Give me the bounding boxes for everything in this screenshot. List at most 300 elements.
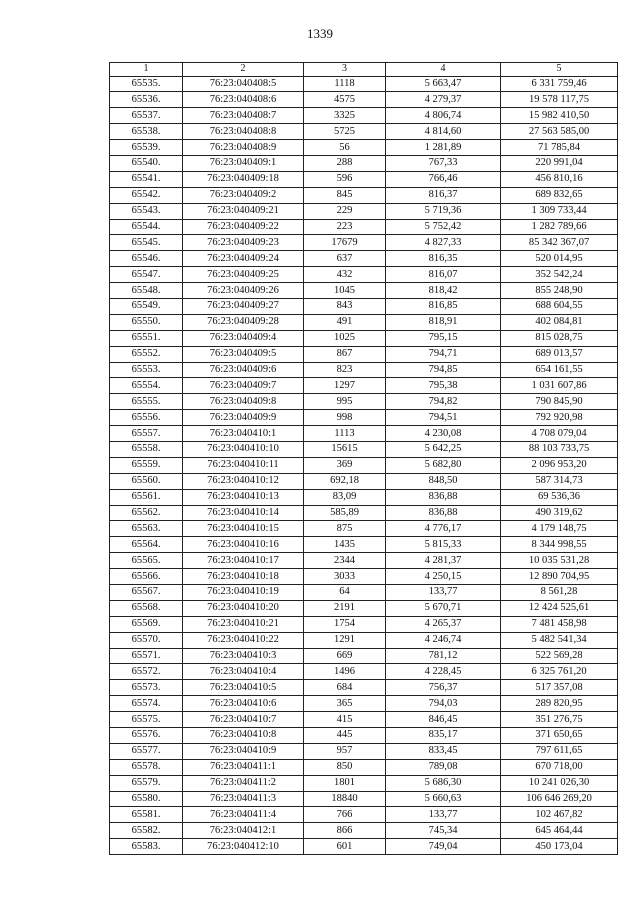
- cadastral-value-cell: 450 173,04: [501, 839, 618, 855]
- specific-value-cell: 848,50: [386, 473, 501, 489]
- cadastral-number-cell: 76:23:040412:1: [183, 823, 304, 839]
- cadastral-value-cell: 645 464,44: [501, 823, 618, 839]
- table-row: [110, 680, 618, 696]
- specific-value-cell: 795,38: [386, 378, 501, 394]
- row-number-cell: 65545.: [110, 235, 183, 251]
- area-cell: 1801: [304, 775, 386, 791]
- row-number-cell: 65577.: [110, 743, 183, 759]
- cadastral-number-cell: 76:23:040409:18: [183, 171, 304, 187]
- cadastral-value-cell: 6 331 759,46: [501, 76, 618, 92]
- specific-value-cell: 781,12: [386, 648, 501, 664]
- specific-value-cell: 766,46: [386, 171, 501, 187]
- cadastral-number-cell: 76:23:040409:21: [183, 203, 304, 219]
- table-row: [110, 124, 618, 140]
- specific-value-cell: 816,37: [386, 187, 501, 203]
- cadastral-number-cell: 76:23:040409:5: [183, 346, 304, 362]
- table-row: [110, 664, 618, 680]
- table-row: [110, 155, 618, 171]
- row-number-cell: 65566.: [110, 569, 183, 585]
- cadastral-value-cell: 1 282 789,66: [501, 219, 618, 235]
- row-number-cell: 65571.: [110, 648, 183, 664]
- cadastral-number-cell: 76:23:040409:9: [183, 410, 304, 426]
- area-cell: 223: [304, 219, 386, 235]
- cadastral-value-cell: 8 344 998,55: [501, 537, 618, 553]
- cadastral-number-cell: 76:23:040411:2: [183, 775, 304, 791]
- specific-value-cell: 5 752,42: [386, 219, 501, 235]
- table-body: [110, 76, 618, 855]
- table-row: [110, 92, 618, 108]
- specific-value-cell: 816,35: [386, 251, 501, 267]
- cadastral-number-cell: 76:23:040409:4: [183, 330, 304, 346]
- specific-value-cell: 4 265,37: [386, 616, 501, 632]
- specific-value-cell: 4 806,74: [386, 108, 501, 124]
- row-number-cell: 65581.: [110, 807, 183, 823]
- row-number-cell: 65564.: [110, 537, 183, 553]
- specific-value-cell: 767,33: [386, 155, 501, 171]
- row-number-cell: 65572.: [110, 664, 183, 680]
- cadastral-number-cell: 76:23:040410:14: [183, 505, 304, 521]
- specific-value-cell: 835,17: [386, 728, 501, 744]
- row-number-cell: 65561.: [110, 489, 183, 505]
- cadastral-value-cell: 402 084,81: [501, 314, 618, 330]
- cadastral-value-cell: 456 810,16: [501, 171, 618, 187]
- area-cell: 64: [304, 585, 386, 601]
- specific-value-cell: 4 279,37: [386, 92, 501, 108]
- area-cell: 5725: [304, 124, 386, 140]
- area-cell: 766: [304, 807, 386, 823]
- area-cell: 1297: [304, 378, 386, 394]
- specific-value-cell: 818,42: [386, 283, 501, 299]
- specific-value-cell: 4 776,17: [386, 521, 501, 537]
- cadastral-number-cell: 76:23:040408:5: [183, 76, 304, 92]
- row-number-cell: 65546.: [110, 251, 183, 267]
- specific-value-cell: 4 281,37: [386, 553, 501, 569]
- cadastral-number-cell: 76:23:040410:7: [183, 712, 304, 728]
- table-row: [110, 394, 618, 410]
- cadastral-number-cell: 76:23:040410:21: [183, 616, 304, 632]
- area-cell: 875: [304, 521, 386, 537]
- area-cell: 845: [304, 187, 386, 203]
- row-number-cell: 65567.: [110, 585, 183, 601]
- specific-value-cell: 5 682,80: [386, 457, 501, 473]
- row-number-cell: 65543.: [110, 203, 183, 219]
- area-cell: 369: [304, 457, 386, 473]
- cadastral-value-cell: 4 179 148,75: [501, 521, 618, 537]
- table-row: [110, 791, 618, 807]
- cadastral-number-cell: 76:23:040410:3: [183, 648, 304, 664]
- area-cell: 850: [304, 759, 386, 775]
- row-number-cell: 65579.: [110, 775, 183, 791]
- specific-value-cell: 5 663,47: [386, 76, 501, 92]
- specific-value-cell: 745,34: [386, 823, 501, 839]
- row-number-cell: 65560.: [110, 473, 183, 489]
- column-header: 5: [501, 63, 618, 77]
- cadastral-value-cell: 85 342 367,07: [501, 235, 618, 251]
- cadastral-value-cell: 8 561,28: [501, 585, 618, 601]
- table-row: [110, 839, 618, 855]
- row-number-cell: 65559.: [110, 457, 183, 473]
- table-row: [110, 823, 618, 839]
- table-row: [110, 283, 618, 299]
- table-row: [110, 696, 618, 712]
- specific-value-cell: 5 719,36: [386, 203, 501, 219]
- cadastral-number-cell: 76:23:040412:10: [183, 839, 304, 855]
- table-row: [110, 489, 618, 505]
- row-number-cell: 65580.: [110, 791, 183, 807]
- row-number-cell: 65535.: [110, 76, 183, 92]
- row-number-cell: 65542.: [110, 187, 183, 203]
- cadastral-value-cell: 69 536,36: [501, 489, 618, 505]
- cadastral-number-cell: 76:23:040408:8: [183, 124, 304, 140]
- cadastral-value-cell: 102 467,82: [501, 807, 618, 823]
- cadastral-value-cell: 4 708 079,04: [501, 426, 618, 442]
- table-row: [110, 505, 618, 521]
- cadastral-value-cell: 19 578 117,75: [501, 92, 618, 108]
- specific-value-cell: 4 827,33: [386, 235, 501, 251]
- cadastral-number-cell: 76:23:040410:6: [183, 696, 304, 712]
- cadastral-number-cell: 76:23:040410:22: [183, 632, 304, 648]
- area-cell: 83,09: [304, 489, 386, 505]
- area-cell: 18840: [304, 791, 386, 807]
- cadastral-number-cell: 76:23:040410:8: [183, 728, 304, 744]
- specific-value-cell: 818,91: [386, 314, 501, 330]
- specific-value-cell: 789,08: [386, 759, 501, 775]
- area-cell: 17679: [304, 235, 386, 251]
- cadastral-value-cell: 10 035 531,28: [501, 553, 618, 569]
- column-header: 3: [304, 63, 386, 77]
- table-row: [110, 378, 618, 394]
- table-header-row: [110, 63, 618, 77]
- area-cell: 415: [304, 712, 386, 728]
- table-row: [110, 346, 618, 362]
- page-number: 1339: [307, 26, 333, 41]
- area-cell: 3325: [304, 108, 386, 124]
- row-number-cell: 65541.: [110, 171, 183, 187]
- cadastral-number-cell: 76:23:040410:9: [183, 743, 304, 759]
- cadastral-number-cell: 76:23:040410:4: [183, 664, 304, 680]
- cadastral-number-cell: 76:23:040409:22: [183, 219, 304, 235]
- area-cell: 585,89: [304, 505, 386, 521]
- row-number-cell: 65553.: [110, 362, 183, 378]
- cadastral-number-cell: 76:23:040411:4: [183, 807, 304, 823]
- row-number-cell: 65536.: [110, 92, 183, 108]
- cadastral-value-cell: 15 982 410,50: [501, 108, 618, 124]
- cadastral-value-cell: 517 357,08: [501, 680, 618, 696]
- table-row: [110, 108, 618, 124]
- cadastral-number-cell: 76:23:040410:15: [183, 521, 304, 537]
- cadastral-number-cell: 76:23:040409:23: [183, 235, 304, 251]
- cadastral-number-cell: 76:23:040409:8: [183, 394, 304, 410]
- cadastral-value-cell: 1 309 733,44: [501, 203, 618, 219]
- area-cell: 1291: [304, 632, 386, 648]
- cadastral-value-cell: 220 991,04: [501, 155, 618, 171]
- area-cell: 601: [304, 839, 386, 855]
- table-row: [110, 251, 618, 267]
- row-number-cell: 65537.: [110, 108, 183, 124]
- row-number-cell: 65565.: [110, 553, 183, 569]
- specific-value-cell: 5 686,30: [386, 775, 501, 791]
- specific-value-cell: 5 660,63: [386, 791, 501, 807]
- table-row: [110, 187, 618, 203]
- cadastral-number-cell: 76:23:040408:7: [183, 108, 304, 124]
- specific-value-cell: 5 642,25: [386, 441, 501, 457]
- area-cell: 1025: [304, 330, 386, 346]
- row-number-cell: 65540.: [110, 155, 183, 171]
- area-cell: 669: [304, 648, 386, 664]
- area-cell: 445: [304, 728, 386, 744]
- area-cell: 288: [304, 155, 386, 171]
- row-number-cell: 65563.: [110, 521, 183, 537]
- specific-value-cell: 795,15: [386, 330, 501, 346]
- specific-value-cell: 4 230,08: [386, 426, 501, 442]
- row-number-cell: 65549.: [110, 298, 183, 314]
- cadastral-number-cell: 76:23:040409:6: [183, 362, 304, 378]
- row-number-cell: 65569.: [110, 616, 183, 632]
- specific-value-cell: 4 228,45: [386, 664, 501, 680]
- specific-value-cell: 4 814,60: [386, 124, 501, 140]
- area-cell: 1496: [304, 664, 386, 680]
- table-row: [110, 553, 618, 569]
- cadastral-value-cell: 689 832,65: [501, 187, 618, 203]
- table-row: [110, 298, 618, 314]
- area-cell: 2344: [304, 553, 386, 569]
- row-number-cell: 65570.: [110, 632, 183, 648]
- cadastral-value-cell: 71 785,84: [501, 140, 618, 156]
- area-cell: 491: [304, 314, 386, 330]
- specific-value-cell: 816,07: [386, 267, 501, 283]
- row-number-cell: 65574.: [110, 696, 183, 712]
- cadastral-value-cell: 352 542,24: [501, 267, 618, 283]
- cadastral-number-cell: 76:23:040411:1: [183, 759, 304, 775]
- cadastral-value-cell: 797 611,65: [501, 743, 618, 759]
- area-cell: 432: [304, 267, 386, 283]
- specific-value-cell: 836,88: [386, 489, 501, 505]
- cadastral-value-cell: 654 161,55: [501, 362, 618, 378]
- row-number-cell: 65578.: [110, 759, 183, 775]
- cadastral-number-cell: 76:23:040409:24: [183, 251, 304, 267]
- cadastral-value-cell: 2 096 953,20: [501, 457, 618, 473]
- specific-value-cell: 749,04: [386, 839, 501, 855]
- specific-value-cell: 756,37: [386, 680, 501, 696]
- cadastral-value-cell: 12 890 704,95: [501, 569, 618, 585]
- cadastral-number-cell: 76:23:040410:1: [183, 426, 304, 442]
- cadastral-number-cell: 76:23:040410:13: [183, 489, 304, 505]
- cadastral-number-cell: 76:23:040410:19: [183, 585, 304, 601]
- row-number-cell: 65555.: [110, 394, 183, 410]
- cadastral-number-cell: 76:23:040410:18: [183, 569, 304, 585]
- cadastral-number-cell: 76:23:040410:16: [183, 537, 304, 553]
- table-row: [110, 600, 618, 616]
- row-number-cell: 65575.: [110, 712, 183, 728]
- cadastral-value-cell: 7 481 458,98: [501, 616, 618, 632]
- area-cell: 365: [304, 696, 386, 712]
- area-cell: 229: [304, 203, 386, 219]
- specific-value-cell: 794,51: [386, 410, 501, 426]
- cadastral-number-cell: 76:23:040409:1: [183, 155, 304, 171]
- row-number-cell: 65547.: [110, 267, 183, 283]
- cadastral-number-cell: 76:23:040410:11: [183, 457, 304, 473]
- table-row: [110, 616, 618, 632]
- specific-value-cell: 4 246,74: [386, 632, 501, 648]
- specific-value-cell: 1 281,89: [386, 140, 501, 156]
- table-row: [110, 473, 618, 489]
- row-number-cell: 65554.: [110, 378, 183, 394]
- cadastral-number-cell: 76:23:040410:5: [183, 680, 304, 696]
- cadastral-value-cell: 106 646 269,20: [501, 791, 618, 807]
- cadastral-value-cell: 520 014,95: [501, 251, 618, 267]
- specific-value-cell: 794,71: [386, 346, 501, 362]
- table-row: [110, 457, 618, 473]
- specific-value-cell: 5 670,71: [386, 600, 501, 616]
- cadastral-value-cell: 27 563 585,00: [501, 124, 618, 140]
- cadastral-number-cell: 76:23:040409:25: [183, 267, 304, 283]
- cadastral-number-cell: 76:23:040409:28: [183, 314, 304, 330]
- area-cell: 998: [304, 410, 386, 426]
- table-row: [110, 426, 618, 442]
- area-cell: 3033: [304, 569, 386, 585]
- area-cell: 637: [304, 251, 386, 267]
- table-row: [110, 441, 618, 457]
- area-cell: 1045: [304, 283, 386, 299]
- cadastral-value-cell: 815 028,75: [501, 330, 618, 346]
- column-header: 1: [110, 63, 183, 77]
- table-row: [110, 743, 618, 759]
- cadastral-number-cell: 76:23:040408:9: [183, 140, 304, 156]
- cadastral-number-cell: 76:23:040409:26: [183, 283, 304, 299]
- table-row: [110, 235, 618, 251]
- cadastral-value-table: [109, 62, 618, 855]
- table-row: [110, 632, 618, 648]
- area-cell: 823: [304, 362, 386, 378]
- row-number-cell: 65556.: [110, 410, 183, 426]
- area-cell: 995: [304, 394, 386, 410]
- cadastral-number-cell: 76:23:040410:17: [183, 553, 304, 569]
- area-cell: 56: [304, 140, 386, 156]
- row-number-cell: 65551.: [110, 330, 183, 346]
- table-row: [110, 537, 618, 553]
- row-number-cell: 65568.: [110, 600, 183, 616]
- area-cell: 2191: [304, 600, 386, 616]
- cadastral-value-cell: 689 013,57: [501, 346, 618, 362]
- cadastral-value-cell: 371 650,65: [501, 728, 618, 744]
- cadastral-value-cell: 587 314,73: [501, 473, 618, 489]
- cadastral-value-cell: 6 325 761,20: [501, 664, 618, 680]
- area-cell: 684: [304, 680, 386, 696]
- table-row: [110, 219, 618, 235]
- cadastral-number-cell: 76:23:040409:2: [183, 187, 304, 203]
- cadastral-value-cell: 5 482 541,34: [501, 632, 618, 648]
- area-cell: 866: [304, 823, 386, 839]
- area-cell: 957: [304, 743, 386, 759]
- row-number-cell: 65562.: [110, 505, 183, 521]
- column-header: 4: [386, 63, 501, 77]
- specific-value-cell: 794,82: [386, 394, 501, 410]
- area-cell: 692,18: [304, 473, 386, 489]
- cadastral-value-cell: 10 241 026,30: [501, 775, 618, 791]
- row-number-cell: 65538.: [110, 124, 183, 140]
- cadastral-value-cell: 12 424 525,61: [501, 600, 618, 616]
- area-cell: 1754: [304, 616, 386, 632]
- specific-value-cell: 836,88: [386, 505, 501, 521]
- cadastral-value-cell: 670 718,00: [501, 759, 618, 775]
- table-row: [110, 521, 618, 537]
- table-row: [110, 759, 618, 775]
- table-row: [110, 76, 618, 92]
- cadastral-value-cell: 688 604,55: [501, 298, 618, 314]
- area-cell: 1435: [304, 537, 386, 553]
- row-number-cell: 65573.: [110, 680, 183, 696]
- area-cell: 1118: [304, 76, 386, 92]
- specific-value-cell: 846,45: [386, 712, 501, 728]
- table-row: [110, 171, 618, 187]
- row-number-cell: 65548.: [110, 283, 183, 299]
- cadastral-number-cell: 76:23:040410:12: [183, 473, 304, 489]
- row-number-cell: 65583.: [110, 839, 183, 855]
- cadastral-number-cell: 76:23:040410:10: [183, 441, 304, 457]
- table-row: [110, 267, 618, 283]
- row-number-cell: 65557.: [110, 426, 183, 442]
- table-row: [110, 728, 618, 744]
- cadastral-number-cell: 76:23:040410:20: [183, 600, 304, 616]
- table-row: [110, 410, 618, 426]
- cadastral-number-cell: 76:23:040411:3: [183, 791, 304, 807]
- cadastral-number-cell: 76:23:040408:6: [183, 92, 304, 108]
- cadastral-value-cell: 522 569,28: [501, 648, 618, 664]
- cadastral-value-cell: 855 248,90: [501, 283, 618, 299]
- row-number-cell: 65544.: [110, 219, 183, 235]
- cadastral-value-cell: 88 103 733,75: [501, 441, 618, 457]
- table-row: [110, 712, 618, 728]
- row-number-cell: 65552.: [110, 346, 183, 362]
- specific-value-cell: 133,77: [386, 585, 501, 601]
- cadastral-value-cell: 351 276,75: [501, 712, 618, 728]
- table-row: [110, 648, 618, 664]
- table-row: [110, 330, 618, 346]
- specific-value-cell: 5 815,33: [386, 537, 501, 553]
- specific-value-cell: 794,03: [386, 696, 501, 712]
- specific-value-cell: 4 250,15: [386, 569, 501, 585]
- row-number-cell: 65576.: [110, 728, 183, 744]
- cadastral-value-cell: 289 820,95: [501, 696, 618, 712]
- table-row: [110, 775, 618, 791]
- cadastral-value-cell: 1 031 607,86: [501, 378, 618, 394]
- cadastral-value-cell: 790 845,90: [501, 394, 618, 410]
- area-cell: 1113: [304, 426, 386, 442]
- area-cell: 867: [304, 346, 386, 362]
- specific-value-cell: 133,77: [386, 807, 501, 823]
- area-cell: 4575: [304, 92, 386, 108]
- specific-value-cell: 794,85: [386, 362, 501, 378]
- row-number-cell: 65582.: [110, 823, 183, 839]
- table-row: [110, 140, 618, 156]
- table-row: [110, 362, 618, 378]
- cadastral-value-cell: 792 920,98: [501, 410, 618, 426]
- table-row: [110, 807, 618, 823]
- table-row: [110, 585, 618, 601]
- row-number-cell: 65539.: [110, 140, 183, 156]
- area-cell: 596: [304, 171, 386, 187]
- row-number-cell: 65550.: [110, 314, 183, 330]
- cadastral-number-cell: 76:23:040409:7: [183, 378, 304, 394]
- cadastral-value-cell: 490 319,62: [501, 505, 618, 521]
- table-row: [110, 569, 618, 585]
- table-row: [110, 203, 618, 219]
- specific-value-cell: 833,45: [386, 743, 501, 759]
- column-header: 2: [183, 63, 304, 77]
- row-number-cell: 65558.: [110, 441, 183, 457]
- area-cell: 15615: [304, 441, 386, 457]
- table-row: [110, 314, 618, 330]
